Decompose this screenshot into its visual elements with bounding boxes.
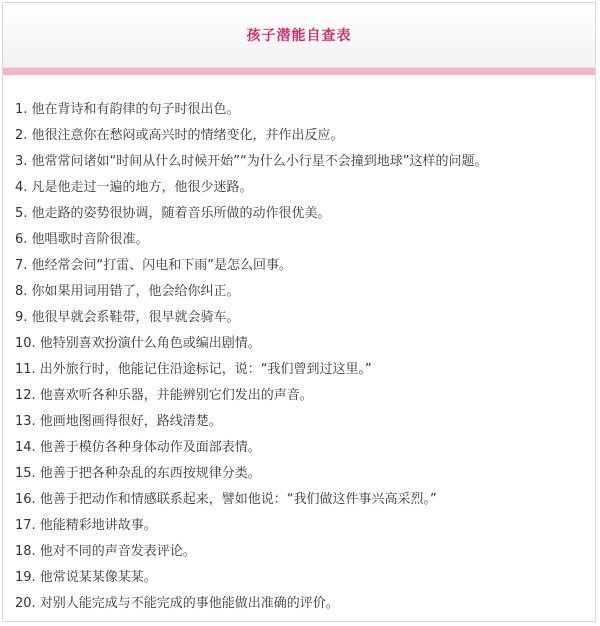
list-item: 20. 对别人能完成与不能完成的事他能做出准确的评价。 (15, 596, 339, 611)
page-title: 孩子潜能自查表 (246, 28, 352, 44)
header (3, 3, 595, 68)
list-item: 14. 他善于模仿各种身体动作及面部表情。 (15, 440, 261, 455)
list-item: 8. 你如果用词用错了，他会给你纠正。 (15, 284, 240, 299)
list-item: 1. 他在背诗和有韵律的句子时很出色。 (15, 102, 240, 117)
list-item: 10. 他特别喜欢扮演什么角色或编出剧情。 (15, 336, 261, 351)
list-item: 17. 他能精彩地讲故事。 (15, 518, 157, 533)
list-item: 7. 他经常会问“打雷、闪电和下雨”是怎么回事。 (15, 258, 293, 273)
header-divider (3, 68, 595, 75)
list-item: 19. 他常说某某像某某。 (15, 570, 157, 585)
list-item: 5. 他走路的姿势很协调，随着音乐所做的动作很优美。 (15, 206, 331, 221)
list-item: 18. 他对不同的声音发表评论。 (15, 544, 196, 559)
list-item: 11. 出外旅行时，他能记住沿途标记，说：“我们曾到过这里。” (15, 362, 372, 377)
list-item: 13. 他画地图画得很好，路线清楚。 (15, 414, 222, 429)
list-item: 12. 他喜欢听各种乐器，并能辨别它们发出的声音。 (15, 388, 313, 403)
checklist-card (2, 2, 596, 622)
list-item: 6. 他唱歌时音阶很准。 (15, 232, 149, 247)
checklist (3, 75, 595, 617)
list-item: 15. 他善于把各种杂乱的东西按规律分类。 (15, 466, 261, 481)
list-item: 3. 他常常问诸如“时间从什么时候开始”“为什么小行星不会撞到地球”这样的问题。 (15, 154, 488, 169)
list-item: 16. 他善于把动作和情感联系起来，譬如他说：“我们做这件事兴高采烈。” (15, 492, 437, 507)
list-item: 4. 凡是他走过一遍的地方，他很少迷路。 (15, 180, 253, 195)
list-item: 9. 他很早就会系鞋带，很早就会骑车。 (15, 310, 240, 325)
list-item: 2. 他很注意你在愁闷或高兴时的情绪变化，并作出反应。 (15, 128, 344, 143)
